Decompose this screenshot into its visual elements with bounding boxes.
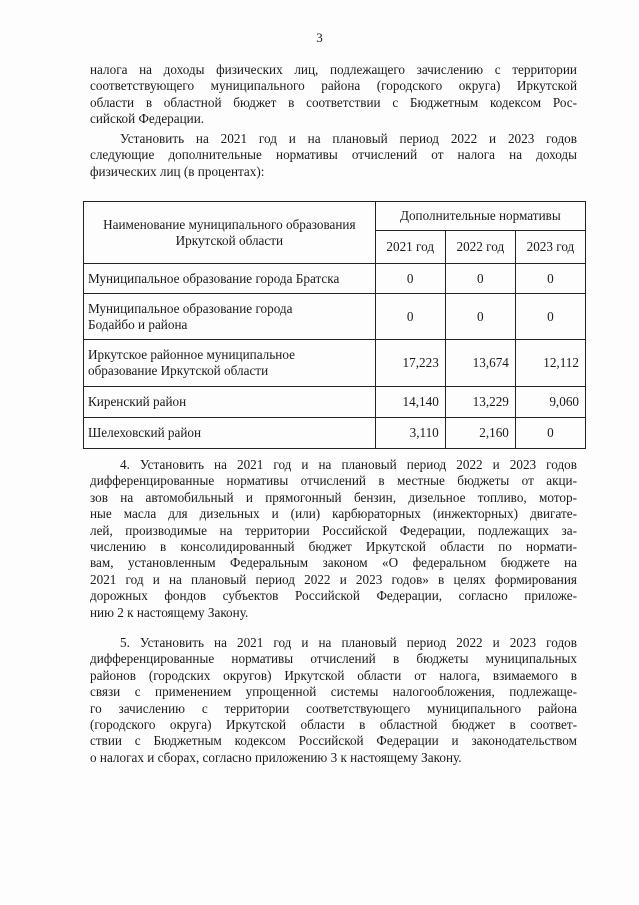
value-cell-2021: 3,110 [375,418,445,449]
value-cell-2023: 0 [515,264,585,294]
value-cell-2022: 2,160 [445,418,515,449]
table-row [84,340,586,387]
cell-text-line: образование Иркутской области [88,363,269,378]
table-header-row [84,202,586,231]
text-line: о налогах и сборах, согласно приложению 3 к настоящему Закону. [90,749,462,765]
municipality-column-header [84,202,376,264]
table-row [84,387,586,418]
norms-table [83,201,586,449]
paragraph-item-4 [90,457,577,621]
text-line: дифференцированные нормативы отчислений в местные бюджеты от акци- [90,473,577,489]
value-cell-2022: 0 [445,294,515,340]
header-text-line: Наименование муниципального образования [103,216,356,232]
text-line: Установить на 2021 год и на плановый период 2022 и 2023 годов [120,131,577,146]
text-line: районов (городских округов) Иркутской области от налога, взимаемого в [90,667,577,683]
municipality-name-cell [84,418,376,449]
additional-norms-header: Дополнительные нормативы [375,202,585,231]
text-line: ствии с Бюджетным кодексом Российской Федерации и законодательством [90,733,577,749]
text-line: 2021 год и на плановый период 2022 и 2023 годов» в целях формирования [90,571,577,587]
text-line: налога на доходы физических лиц, подлежащего зачислению с территории [90,62,577,77]
value-cell-2022: 13,674 [445,340,515,387]
cell-text-line: Шелеховский район [88,425,202,440]
text-line: 4. Установить на 2021 год и на плановый период 2022 и 2023 годов [120,457,577,472]
value-cell-2021: 0 [375,294,445,340]
value-cell-2023: 12,112 [515,340,585,387]
value-cell-2023: 0 [515,294,585,340]
municipality-name-cell [84,294,376,340]
value-cell-2021: 0 [375,264,445,294]
value-cell-2022: 0 [445,264,515,294]
cell-text-line: Иркутское районное муниципальное [88,347,295,362]
text-line: ные масла для дизельных и (или) карбюраторных (инжекторных) двигате- [90,506,577,522]
text-line: числению в консолидированный бюджет Иркутской области по нормати- [90,538,577,554]
text-line: дорожных фондов субъектов Российской Федерации, согласно приложе- [90,588,577,604]
text-line: соответствующего муниципального района (городского округа) Иркутской [90,78,577,94]
text-line: лей, производимые на территории Российской Федерации, подлежащих за- [90,522,577,538]
text-line: нию 2 к настоящему Закону. [90,604,249,620]
cell-text-line: Муниципальное образование города [88,300,293,316]
text-line: го зачислению с территории соответствующего муниципального района [90,700,577,716]
paragraph-item-5 [90,635,577,766]
page-number: 3 [316,30,323,45]
paragraph-continuation [90,62,577,128]
year-header-2021: 2021 год [375,231,445,264]
cell-text-line: Муниципальное образование города Братска [88,270,340,286]
text-line: зов на автомобильный и прямогонный бензин, дизельное топливо, мотор- [90,489,577,505]
value-cell-2022: 13,229 [445,387,515,418]
value-cell-2023: 9,060 [515,387,585,418]
table-row [84,294,586,340]
municipality-name-cell [84,340,376,387]
municipality-name-cell [84,387,376,418]
text-line: (городского округа) Иркутской области в областной бюджет в соответ- [90,716,577,732]
text-line: физических лиц (в процентах): [90,163,265,179]
paragraph-norms-intro [90,131,577,180]
table-row [84,264,586,294]
value-cell-2021: 17,223 [375,340,445,387]
value-cell-2021: 14,140 [375,387,445,418]
text-line: 5. Установить на 2021 год и на плановый период 2022 и 2023 годов [120,635,577,650]
year-header-2022: 2022 год [445,231,515,264]
cell-text-line: Киренский район [88,394,187,409]
text-line: сийской Федерации. [90,111,205,127]
table-row [84,418,586,449]
text-line: области в областной бюджет в соответствии с Бюджетным кодексом Рос- [90,94,577,110]
municipality-name-cell [84,264,376,294]
text-line: дифференцированные нормативы отчислений в бюджеты муниципальных [90,651,577,667]
text-line: связи с применением упрощенной системы налогообложения, подлежаще- [90,684,577,700]
header-text-line: Иркутской области [175,232,284,248]
value-cell-2023: 0 [515,418,585,449]
cell-text-line: Бодайбо и района [88,316,188,332]
text-line: вам, установленным Федеральным законом «О федеральном бюджете на [90,555,577,571]
year-header-2023: 2023 год [515,231,585,264]
text-line: следующие дополнительные нормативы отчислений от налога на доходы [90,147,577,163]
